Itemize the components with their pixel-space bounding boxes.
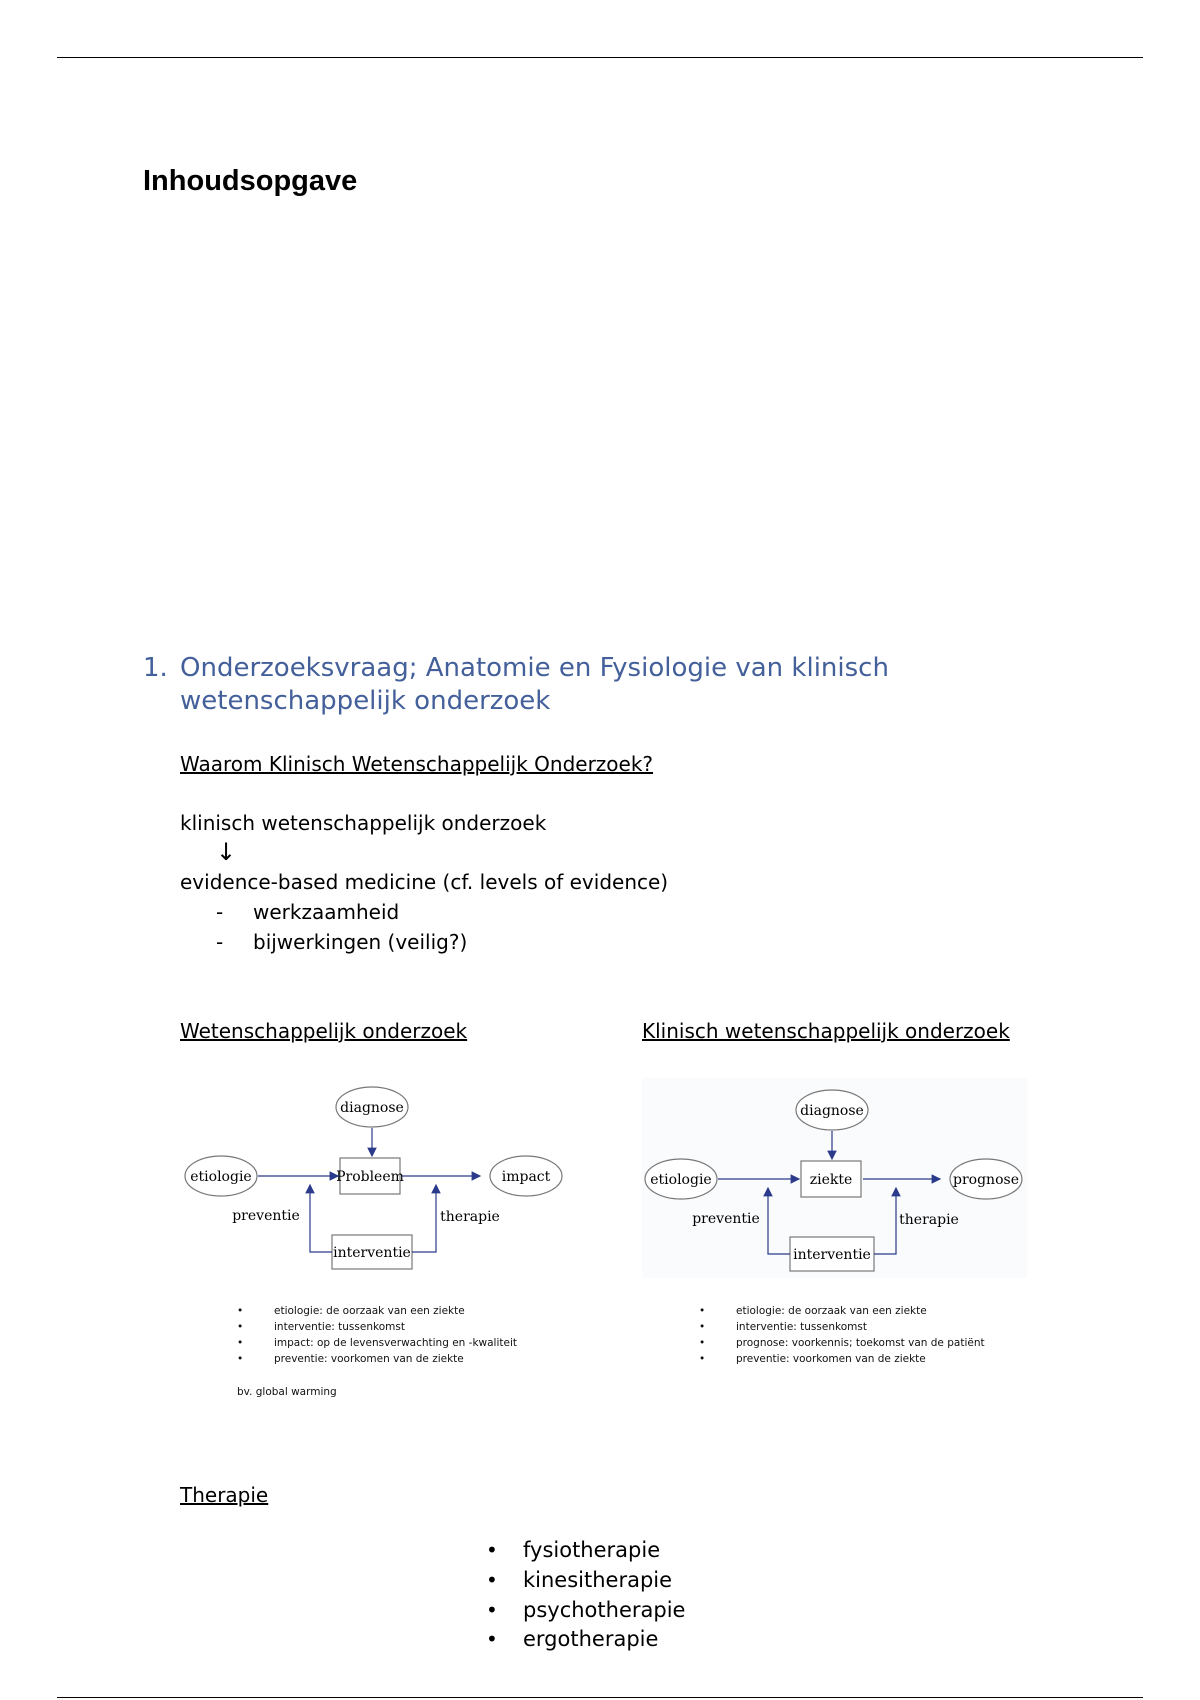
- bullet: •: [699, 1321, 706, 1333]
- interventie-label: interventie: [333, 1245, 411, 1261]
- list-item-text: interventie: tussenkomst: [274, 1321, 405, 1333]
- list-item-text: interventie: tussenkomst: [736, 1321, 867, 1333]
- list-item-text: psychotherapie: [523, 1598, 686, 1622]
- section-title: Onderzoeksvraag; Anatomie en Fysiologie van klinisch wetenschappelijk onderzoek: [180, 653, 889, 716]
- right-diagram: [642, 1078, 1027, 1278]
- ziekte-label: ziekte: [809, 1172, 853, 1188]
- left-diagram-heading: Wetenschappelijk onderzoek: [180, 1019, 468, 1043]
- down-arrow-icon: ↓: [216, 838, 237, 866]
- interventie-label: interventie: [793, 1247, 871, 1263]
- therapie-heading: Therapie: [180, 1483, 269, 1507]
- dash-marker: -: [216, 900, 224, 924]
- diagnose-label: diagnose: [340, 1100, 404, 1116]
- preventie-label: preventie: [692, 1211, 760, 1227]
- list-item-text: impact: op de levensverwachting en -kwaliteit: [274, 1337, 517, 1349]
- bullet: •: [486, 1627, 498, 1651]
- arrow-therapie: [412, 1185, 436, 1252]
- therapie-label: therapie: [440, 1209, 500, 1225]
- list-item-text: preventie: voorkomen van de ziekte: [736, 1353, 926, 1365]
- probleem-label: Probleem: [336, 1169, 404, 1185]
- bullet: •: [237, 1321, 244, 1333]
- right-diagram-heading: Klinisch wetenschappelijk onderzoek: [642, 1019, 1010, 1043]
- section-number: 1.: [143, 653, 168, 683]
- example-note: bv. global warming: [237, 1386, 337, 1398]
- list-item-text: prognose: voorkennis; toekomst van de patiënt: [736, 1337, 985, 1349]
- why-heading: Waarom Klinisch Wetenschappelijk Onderzoek?: [180, 752, 654, 776]
- bullet: •: [486, 1538, 498, 1562]
- dash-item-label: bijwerkingen (veilig?): [253, 930, 468, 954]
- etiologie-label: etiologie: [650, 1172, 712, 1188]
- left-diagram: [180, 1080, 570, 1280]
- list-item-text: kinesitherapie: [523, 1568, 673, 1592]
- bullet: •: [237, 1353, 244, 1365]
- bullet: •: [699, 1337, 706, 1349]
- header-rule: [57, 57, 1143, 58]
- toc-title: Inhoudsopgave: [143, 165, 358, 197]
- diagnose-label: diagnose: [800, 1103, 864, 1119]
- arrow-preventie: [310, 1185, 332, 1252]
- impact-label: impact: [501, 1169, 551, 1185]
- list-item-text: ergotherapie: [523, 1627, 659, 1651]
- therapie-label: therapie: [899, 1212, 959, 1228]
- footer-rule: [57, 1697, 1143, 1698]
- dash-marker: -: [216, 930, 224, 954]
- list-item-text: preventie: voorkomen van de ziekte: [274, 1353, 464, 1365]
- bullet: •: [486, 1598, 498, 1622]
- bullet: •: [699, 1305, 706, 1317]
- etiologie-label: etiologie: [190, 1169, 252, 1185]
- dash-item-label: werkzaamheid: [253, 900, 400, 924]
- list-item-text: etiologie: de oorzaak van een ziekte: [274, 1305, 465, 1317]
- bullet: •: [237, 1337, 244, 1349]
- bullet: •: [237, 1305, 244, 1317]
- bullet: •: [699, 1353, 706, 1365]
- line-ebm: evidence-based medicine (cf. levels of evidence): [180, 870, 669, 894]
- bullet: •: [486, 1568, 498, 1592]
- list-item-text: etiologie: de oorzaak van een ziekte: [736, 1305, 927, 1317]
- list-item-text: fysiotherapie: [523, 1538, 661, 1562]
- prognose-label: prognose: [953, 1172, 1019, 1188]
- preventie-label: preventie: [232, 1208, 300, 1224]
- line-research: klinisch wetenschappelijk onderzoek: [180, 811, 547, 835]
